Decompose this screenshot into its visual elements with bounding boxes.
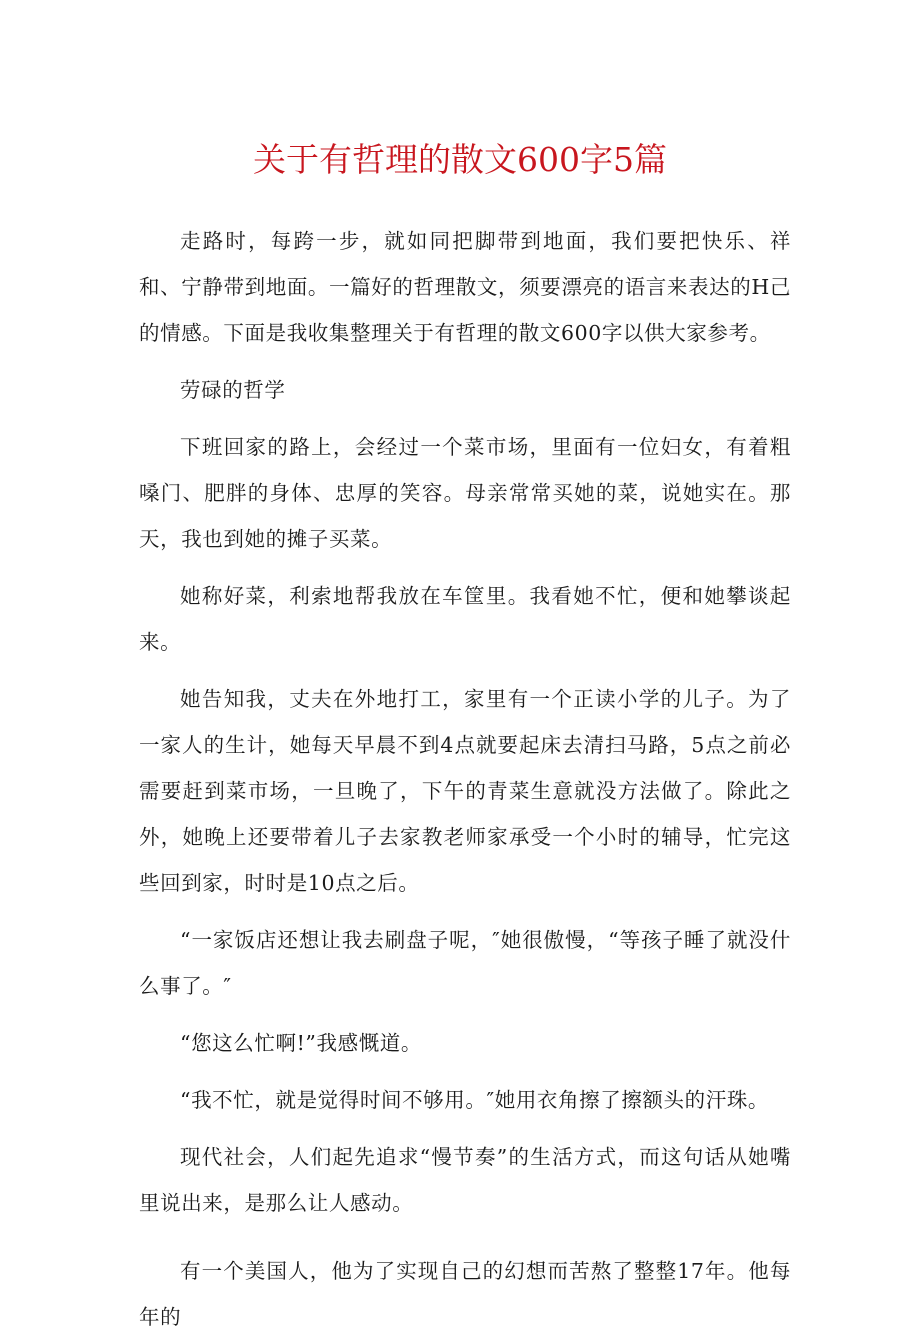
paragraph: “一家饭店还想让我去刷盘子呢，″她很傲慢，“等孩子睡了就没什么事了。″ — [139, 928, 791, 998]
paragraph: 她称好菜，利索地帮我放在车筐里。我看她不忙，便和她攀谈起来。 — [139, 584, 791, 654]
section-heading: 劳碌的哲学 — [180, 378, 286, 402]
paragraph: 现代社会，人们起先追求“慢节奏”的生活方式，而这句话从她嘴里说出来，是那么让人感动。 — [139, 1145, 791, 1215]
paragraph: 她告知我，丈夫在外地打工，家里有一个正读小学的儿子。为了一家人的生计，她每天早晨不到4点就要起床去清扫马路，5点之前必需要赶到菜市场，一旦晚了，下午的青菜生意就没方法做了。除此之外，她晚上还要带着儿子去家教老师家承受一个小时的辅导，忙完这些回到家，时时是10点之后。 — [139, 687, 791, 895]
document-body — [139, 218, 791, 1340]
document-title: 关于有哲理的散文600字5篇 — [253, 140, 667, 179]
paragraph: “您这么忙啊!”我感慨道。 — [180, 1031, 422, 1055]
paragraph-intro: 走路时，每跨一步，就如同把脚带到地面，我们要把快乐、祥和、宁静带到地面。一篇好的哲理散文，须要漂亮的语言来表达的H己的情感。下面是我收集整理关于有哲理的散文600字以供大家参考。 — [139, 229, 791, 345]
paragraph: 下班回家的路上，会经过一个菜市场，里面有一位妇女，有着粗嗓门、肥胖的身体、忠厚的笑容。母亲常常买她的菜，说她实在。那天，我也到她的摊子买菜。 — [139, 435, 791, 551]
paragraph: “我不忙，就是觉得时间不够用。″她用衣角擦了擦额头的汗珠。 — [180, 1088, 770, 1112]
paragraph: 有一个美国人，他为了实现自己的幻想而苦熬了整整17年。他每年的 — [139, 1259, 791, 1329]
